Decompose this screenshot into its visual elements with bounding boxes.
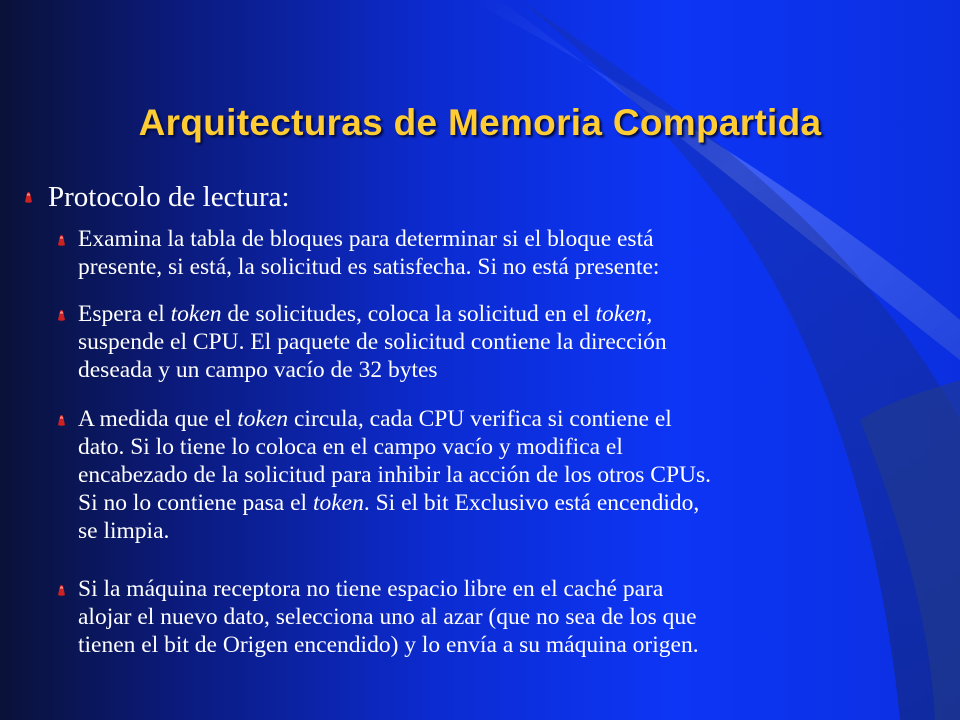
- red-bead-bullet-icon: [57, 584, 66, 596]
- text-run: tienen el bit de Origen encendido) y lo envía a su máquina origen.: [78, 632, 699, 658]
- bullet-level2-item: [78, 575, 948, 659]
- text-run: circula, cada CPU verifica si contiene el: [288, 406, 672, 432]
- bullet-text-line: [78, 631, 948, 659]
- bullet-level1-text: Protocolo de lectura:: [48, 181, 290, 213]
- text-run: Espera el: [78, 301, 171, 327]
- bullet-level2-item: [78, 300, 948, 384]
- bullet-text-line: [78, 461, 948, 489]
- text-run: Si la máquina receptora no tiene espacio libre en el caché para: [78, 576, 664, 602]
- bullet-text-line: [78, 300, 948, 328]
- text-run: suspende el CPU. El paquete de solicitud contiene la dirección: [78, 329, 667, 355]
- text-run: encabezado de la solicitud para inhibir la acción de los otros CPUs.: [78, 462, 712, 488]
- italic-term: token: [237, 406, 289, 432]
- text-run: A medida que el: [78, 406, 238, 432]
- text-run: de solicitudes, coloca la solicitud en el: [221, 301, 596, 327]
- red-bead-bullet-icon: [57, 234, 66, 246]
- bullet-text-line: [78, 405, 948, 433]
- bullet-text-line: [78, 575, 948, 603]
- red-bead-bullet-icon: [57, 309, 66, 321]
- bullet-text-line: [78, 433, 948, 461]
- bullet-text-line: [78, 489, 948, 517]
- text-run: se limpia.: [78, 518, 170, 544]
- bullet-level2-item: [78, 405, 948, 545]
- text-run: dato. Si lo tiene lo coloca en el campo vacío y modifica el: [78, 434, 623, 460]
- bullet-text-line: [78, 603, 948, 631]
- text-run: deseada y un campo vacío de 32 bytes: [78, 357, 438, 383]
- bullet-text-line: [78, 225, 948, 253]
- red-bead-bullet-icon: [57, 414, 66, 426]
- text-run: presente, si está, la solicitud es satisfecha. Si no está presente:: [78, 254, 660, 280]
- bullet-level2-item: [78, 225, 948, 281]
- italic-term: token: [312, 490, 364, 516]
- bullet-text-line: [78, 253, 948, 281]
- text-run: Examina la tabla de bloques para determinar si el bloque está: [78, 226, 654, 252]
- italic-term: token,: [595, 301, 653, 327]
- italic-term: token: [170, 301, 222, 327]
- bullet-text-line: [78, 517, 948, 545]
- bullet-text-line: [78, 356, 948, 384]
- text-run: Si no lo contiene pasa el: [78, 490, 313, 516]
- text-run: . Si el bit Exclusivo está encendido,: [363, 490, 700, 516]
- text-run: alojar el nuevo dato, selecciona uno al azar (que no sea de los que: [78, 604, 697, 630]
- red-bead-bullet-icon: [24, 191, 33, 203]
- slide-title: Arquitecturas de Memoria Compartida: [138, 102, 822, 143]
- bullet-text-line: [78, 328, 948, 356]
